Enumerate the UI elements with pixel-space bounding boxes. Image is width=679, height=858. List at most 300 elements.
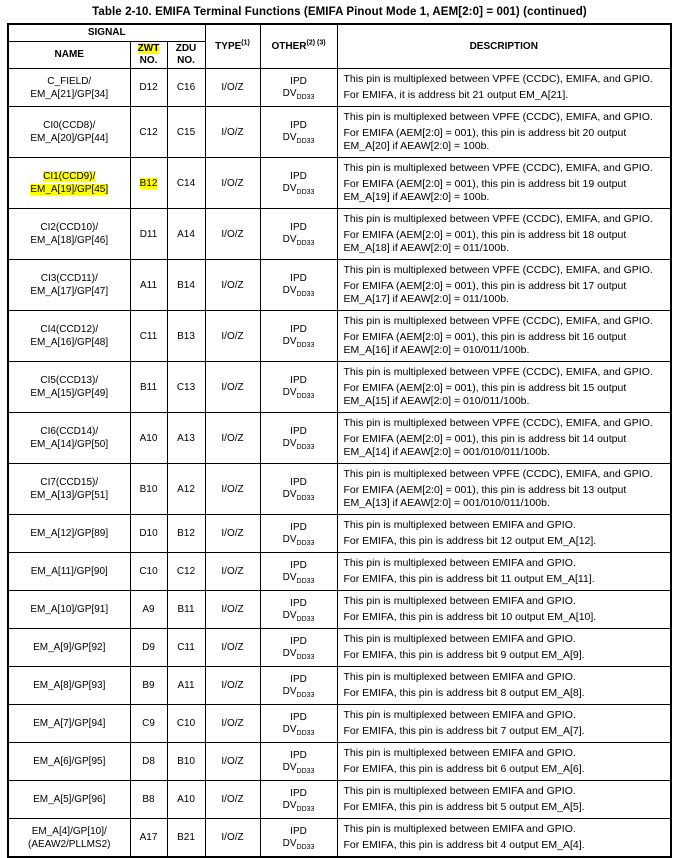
signal-name-line bbox=[12, 476, 127, 489]
zwt-no-text: C10 bbox=[139, 566, 158, 577]
zwt-no-text: A9 bbox=[142, 604, 155, 615]
description-cell bbox=[337, 413, 671, 464]
other-header-label: OTHER bbox=[271, 40, 307, 52]
other-dv-subscript: DD33 bbox=[296, 393, 315, 400]
signal-name-text: EM_A[19]/GP[45] bbox=[30, 184, 109, 195]
other-cell bbox=[260, 553, 337, 591]
zwt-no-text: D10 bbox=[139, 528, 158, 539]
other-cell bbox=[260, 69, 337, 107]
table-row bbox=[8, 781, 671, 819]
description-line-2: For EMIFA, this pin is address bit 6 output EM_A[6]. bbox=[343, 763, 585, 775]
other-ipd-text: IPD bbox=[290, 477, 307, 488]
signal-name-text: CI2(CCD10)/ bbox=[40, 222, 99, 233]
signal-name-text: EM_A[15]/GP[49] bbox=[30, 388, 109, 399]
type-cell: I/O/Z bbox=[205, 107, 260, 158]
type-cell: I/O/Z bbox=[205, 209, 260, 260]
table-body bbox=[8, 69, 671, 858]
zwt-no-cell bbox=[130, 591, 167, 629]
table-header bbox=[8, 24, 671, 69]
table-title: Table 2-10. EMIFA Terminal Functions (EMIFA Pinout Mode 1, AEM[2:0] = 001) (continued) bbox=[92, 6, 587, 18]
other-dv-base: DV bbox=[282, 234, 297, 245]
zwt-no-cell bbox=[130, 413, 167, 464]
table-row bbox=[8, 515, 671, 553]
other-dv-subscript: DD33 bbox=[296, 444, 315, 451]
signal-name-cell bbox=[8, 311, 130, 362]
signal-name-cell bbox=[8, 591, 130, 629]
table-row bbox=[8, 209, 671, 260]
zwt-no-cell bbox=[130, 515, 167, 553]
other-cell bbox=[260, 705, 337, 743]
description-cell bbox=[337, 260, 671, 311]
description-line-1: This pin is multiplexed between EMIFA and GPIO. bbox=[343, 519, 576, 531]
signal-name-line bbox=[12, 527, 127, 540]
other-ipd-text: IPD bbox=[290, 426, 307, 437]
zdu-no-cell: B21 bbox=[167, 819, 205, 858]
other-dv-base: DV bbox=[282, 87, 297, 99]
description-line-2: For EMIFA (AEM[2:0] = 001), this pin is address bit 18 output EM_A[18] if AEAW[2:0] = 011/100b. bbox=[343, 229, 627, 254]
signal-name-cell bbox=[8, 158, 130, 209]
other-cell bbox=[260, 311, 337, 362]
signal-name-text: CI3(CCD11)/ bbox=[40, 273, 98, 284]
zdu-no-cell: A14 bbox=[167, 209, 205, 260]
description-line-1: This pin is multiplexed between EMIFA and GPIO. bbox=[343, 747, 576, 759]
zwt-column-header bbox=[130, 42, 167, 69]
description-line-1: This pin is multiplexed between VPFE (CCDC), EMIFA, and GPIO. bbox=[343, 315, 653, 327]
other-dv-base: DV bbox=[282, 183, 297, 194]
other-ipd-text: IPD bbox=[290, 375, 307, 386]
zdu-header-label: ZDU bbox=[175, 43, 197, 54]
other-cell bbox=[260, 781, 337, 819]
signal-name-line bbox=[12, 323, 127, 336]
zwt-no-cell bbox=[130, 667, 167, 705]
zdu-no-cell: B12 bbox=[167, 515, 205, 553]
signal-name-line bbox=[12, 425, 127, 438]
signal-name-line bbox=[12, 838, 127, 851]
other-dv-base: DV bbox=[282, 609, 297, 621]
other-ipd-text: IPD bbox=[290, 749, 307, 761]
name-column-header: NAME bbox=[8, 42, 130, 69]
description-line-2: For EMIFA (AEM[2:0] = 001), this pin is address bit 19 output EM_A[19] if AEAW[2:0] = 100b. bbox=[343, 178, 627, 203]
description-line-2: For EMIFA, this pin is address bit 8 output EM_A[8]. bbox=[343, 687, 585, 699]
other-dvdd-text bbox=[264, 572, 334, 584]
description-line-2: For EMIFA (AEM[2:0] = 001), this pin is address bit 17 output EM_A[17] if AEAW[2:0] = 011/100b. bbox=[343, 280, 627, 305]
description-line-2: For EMIFA (AEM[2:0] = 001), this pin is address bit 20 output EM_A[20] if AEAW[2:0] = 100b. bbox=[343, 127, 627, 152]
signal-name-line bbox=[12, 234, 127, 247]
signal-name-text: EM_A[11]/GP[90] bbox=[30, 566, 108, 577]
signal-name-cell bbox=[8, 209, 130, 260]
signal-name-line bbox=[12, 88, 127, 101]
other-dvdd-text bbox=[264, 88, 334, 100]
signal-name-line bbox=[12, 285, 127, 298]
type-cell: I/O/Z bbox=[205, 158, 260, 209]
description-cell bbox=[337, 311, 671, 362]
other-dv-base: DV bbox=[282, 723, 297, 735]
zwt-header-label: ZWT bbox=[137, 43, 160, 54]
zdu-no-cell: C16 bbox=[167, 69, 205, 107]
signal-name-text: CI6(CCD14)/ bbox=[40, 426, 99, 437]
signal-name-text: EM_A[9]/GP[92] bbox=[33, 642, 106, 653]
type-cell: I/O/Z bbox=[205, 515, 260, 553]
zwt-no-text: C9 bbox=[142, 718, 155, 729]
table-row bbox=[8, 69, 671, 107]
zwt-no-cell bbox=[130, 69, 167, 107]
description-cell bbox=[337, 591, 671, 629]
other-dv-subscript: DD33 bbox=[296, 615, 315, 623]
signal-name-line bbox=[12, 221, 127, 234]
other-ipd-text: IPD bbox=[290, 673, 307, 685]
zdu-header-no: NO. bbox=[177, 55, 195, 66]
description-line-1: This pin is multiplexed between VPFE (CCDC), EMIFA, and GPIO. bbox=[343, 264, 653, 276]
zwt-no-cell bbox=[130, 781, 167, 819]
description-line-2: For EMIFA, this pin is address bit 4 output EM_A[4]. bbox=[343, 839, 585, 851]
signal-name-cell bbox=[8, 362, 130, 413]
other-dv-base: DV bbox=[282, 489, 297, 500]
description-line-1: This pin is multiplexed between EMIFA and GPIO. bbox=[343, 557, 576, 569]
description-line-2: For EMIFA, this pin is address bit 5 output EM_A[5]. bbox=[343, 801, 585, 813]
zwt-no-text: D12 bbox=[139, 82, 158, 93]
signal-name-line bbox=[12, 374, 127, 387]
type-cell: I/O/Z bbox=[205, 260, 260, 311]
table-row bbox=[8, 667, 671, 705]
other-ipd-text: IPD bbox=[290, 787, 307, 799]
description-line-1: This pin is multiplexed between VPFE (CCDC), EMIFA, and GPIO. bbox=[343, 213, 653, 225]
other-dv-subscript: DD33 bbox=[296, 843, 315, 851]
zwt-no-text: B11 bbox=[139, 381, 158, 393]
signal-name-line bbox=[12, 438, 127, 451]
description-line-2: For EMIFA, this pin is address bit 11 output EM_A[11]. bbox=[343, 573, 595, 585]
zwt-no-cell bbox=[130, 553, 167, 591]
other-ipd-text: IPD bbox=[290, 273, 307, 284]
description-cell bbox=[337, 362, 671, 413]
other-ipd-text: IPD bbox=[290, 171, 307, 182]
other-dv-subscript: DD33 bbox=[296, 805, 315, 813]
other-ipd-text: IPD bbox=[290, 635, 307, 647]
signal-name-text: C_FIELD/ bbox=[47, 75, 92, 87]
signal-name-text: EM_A[18]/GP[46] bbox=[30, 235, 109, 246]
signal-name-line bbox=[12, 75, 127, 88]
table-row bbox=[8, 311, 671, 362]
signal-name-cell bbox=[8, 464, 130, 515]
table-row bbox=[8, 743, 671, 781]
other-dv-base: DV bbox=[282, 533, 297, 545]
other-dvdd-text bbox=[264, 132, 334, 144]
description-cell bbox=[337, 158, 671, 209]
other-dv-subscript: DD33 bbox=[296, 189, 315, 196]
zdu-no-cell: C15 bbox=[167, 107, 205, 158]
other-dv-subscript: DD33 bbox=[296, 691, 315, 699]
zwt-no-text: A11 bbox=[139, 279, 158, 291]
type-cell: I/O/Z bbox=[205, 629, 260, 667]
zwt-no-text: C12 bbox=[139, 126, 158, 138]
signal-name-line bbox=[12, 387, 127, 400]
zdu-no-cell: A11 bbox=[167, 667, 205, 705]
other-dv-base: DV bbox=[282, 336, 297, 347]
signal-name-text: CI4(CCD12)/ bbox=[40, 324, 99, 335]
other-dvdd-text bbox=[264, 285, 334, 297]
other-dv-subscript: DD33 bbox=[296, 342, 315, 349]
other-dvdd-text bbox=[264, 387, 334, 399]
other-cell bbox=[260, 819, 337, 858]
other-dvdd-text bbox=[264, 762, 334, 774]
other-cell bbox=[260, 464, 337, 515]
signal-name-text: (AEAW2/PLLMS2) bbox=[28, 838, 111, 850]
zwt-no-cell bbox=[130, 311, 167, 362]
zdu-no-cell: A12 bbox=[167, 464, 205, 515]
description-cell bbox=[337, 464, 671, 515]
zdu-no-cell: B11 bbox=[167, 591, 205, 629]
table-row bbox=[8, 591, 671, 629]
signal-name-text: EM_A[12]/GP[89] bbox=[30, 528, 109, 539]
description-line-2: For EMIFA, this pin is address bit 7 output EM_A[7]. bbox=[343, 725, 585, 737]
other-ipd-text: IPD bbox=[290, 222, 307, 233]
other-ipd-text: IPD bbox=[290, 324, 307, 335]
description-cell bbox=[337, 553, 671, 591]
description-line-1: This pin is multiplexed between VPFE (CCDC), EMIFA, and GPIO. bbox=[343, 468, 653, 480]
other-dvdd-text bbox=[264, 724, 334, 736]
zwt-no-text: D9 bbox=[142, 642, 155, 653]
pinout-table bbox=[7, 23, 672, 858]
zwt-no-cell bbox=[130, 209, 167, 260]
signal-name-cell bbox=[8, 743, 130, 781]
other-dvdd-text bbox=[264, 234, 334, 246]
other-dvdd-text bbox=[264, 610, 334, 622]
description-line-2: For EMIFA (AEM[2:0] = 001), this pin is address bit 15 output EM_A[15] if AEAW[2:0] = 010/011/100b. bbox=[343, 382, 627, 407]
signal-name-text: EM_A[21]/GP[34] bbox=[30, 88, 109, 100]
signal-name-cell bbox=[8, 781, 130, 819]
other-cell bbox=[260, 362, 337, 413]
zwt-no-text: A10 bbox=[139, 432, 158, 444]
description-line-1: This pin is multiplexed between EMIFA and GPIO. bbox=[343, 633, 576, 645]
table-row bbox=[8, 158, 671, 209]
type-cell: I/O/Z bbox=[205, 705, 260, 743]
signal-name-cell bbox=[8, 413, 130, 464]
signal-name-text: CI5(CCD13)/ bbox=[40, 375, 99, 386]
other-ipd-text: IPD bbox=[290, 711, 307, 723]
other-dvdd-text bbox=[264, 534, 334, 546]
signal-name-text: EM_A[5]/GP[96] bbox=[33, 794, 106, 805]
zwt-header-no: NO. bbox=[139, 55, 158, 66]
type-cell: I/O/Z bbox=[205, 362, 260, 413]
table-row bbox=[8, 819, 671, 858]
other-dvdd-text bbox=[264, 648, 334, 660]
type-cell: I/O/Z bbox=[205, 413, 260, 464]
signal-name-text: EM_A[4]/GP[10]/ bbox=[31, 825, 107, 837]
other-dv-subscript: DD33 bbox=[296, 240, 315, 247]
signal-name-cell bbox=[8, 260, 130, 311]
other-dv-base: DV bbox=[282, 285, 297, 296]
description-cell bbox=[337, 781, 671, 819]
other-dv-base: DV bbox=[282, 387, 297, 398]
description-line-1: This pin is multiplexed between VPFE (CCDC), EMIFA, and GPIO. bbox=[343, 111, 653, 123]
zwt-no-text: C11 bbox=[139, 330, 158, 342]
description-line-2: For EMIFA (AEM[2:0] = 001), this pin is address bit 16 output EM_A[16] if AEAW[2:0] = 010/011/100b. bbox=[343, 331, 627, 356]
zwt-no-cell bbox=[130, 819, 167, 858]
other-ipd-text: IPD bbox=[290, 120, 307, 131]
signal-name-cell bbox=[8, 667, 130, 705]
type-column-header bbox=[205, 24, 260, 69]
zwt-no-cell bbox=[130, 743, 167, 781]
table-row bbox=[8, 464, 671, 515]
zdu-no-cell: A10 bbox=[167, 781, 205, 819]
zwt-no-text: A17 bbox=[139, 832, 158, 843]
other-ipd-text: IPD bbox=[290, 825, 307, 837]
signal-name-line bbox=[12, 183, 127, 196]
zwt-no-text: B8 bbox=[142, 794, 155, 805]
other-header-footnote: (2) (3) bbox=[306, 39, 326, 47]
signal-name-text: EM_A[8]/GP[93] bbox=[33, 680, 106, 691]
other-ipd-text: IPD bbox=[290, 75, 307, 87]
other-dvdd-text bbox=[264, 183, 334, 195]
zdu-no-cell: C10 bbox=[167, 705, 205, 743]
type-cell: I/O/Z bbox=[205, 743, 260, 781]
description-line-2: For EMIFA, this pin is address bit 9 output EM_A[9]. bbox=[343, 649, 585, 661]
signal-group-header: SIGNAL bbox=[8, 24, 205, 42]
signal-name-line bbox=[12, 641, 127, 654]
type-cell: I/O/Z bbox=[205, 781, 260, 819]
zdu-no-cell: B14 bbox=[167, 260, 205, 311]
zwt-no-text: B9 bbox=[142, 680, 155, 691]
description-line-2: For EMIFA, it is address bit 21 output EM_A[21]. bbox=[343, 89, 569, 101]
signal-name-cell bbox=[8, 819, 130, 858]
signal-name-line bbox=[12, 679, 127, 692]
other-dvdd-text bbox=[264, 686, 334, 698]
signal-name-text: EM_A[14]/GP[50] bbox=[30, 439, 109, 450]
type-cell: I/O/Z bbox=[205, 69, 260, 107]
signal-name-text: EM_A[20]/GP[44] bbox=[30, 133, 109, 144]
description-line-2: For EMIFA (AEM[2:0] = 001), this pin is address bit 13 output EM_A[13] if AEAW[2:0] = 001/010/011/100b. bbox=[343, 484, 627, 509]
signal-name-line bbox=[12, 755, 127, 768]
other-cell bbox=[260, 158, 337, 209]
other-cell bbox=[260, 667, 337, 705]
signal-name-text: CI7(CCD15)/ bbox=[40, 477, 99, 488]
signal-name-line bbox=[12, 170, 127, 183]
other-ipd-text: IPD bbox=[290, 597, 307, 609]
signal-name-line bbox=[12, 825, 127, 838]
signal-name-text: CI1(CCD9)/ bbox=[43, 171, 96, 182]
table-row bbox=[8, 362, 671, 413]
zdu-no-cell: B13 bbox=[167, 311, 205, 362]
signal-name-text: EM_A[16]/GP[48] bbox=[30, 337, 109, 348]
signal-name-line bbox=[12, 272, 127, 285]
header-group-row bbox=[8, 24, 671, 42]
type-cell: I/O/Z bbox=[205, 667, 260, 705]
description-column-header: DESCRIPTION bbox=[337, 24, 671, 69]
description-cell bbox=[337, 819, 671, 858]
zwt-no-cell bbox=[130, 464, 167, 515]
other-dvdd-text bbox=[264, 800, 334, 812]
other-dv-base: DV bbox=[282, 799, 297, 811]
zdu-column-header bbox=[167, 42, 205, 69]
other-cell bbox=[260, 629, 337, 667]
zwt-no-cell bbox=[130, 629, 167, 667]
other-dv-subscript: DD33 bbox=[296, 577, 315, 585]
other-cell bbox=[260, 515, 337, 553]
table-row bbox=[8, 705, 671, 743]
type-cell: I/O/Z bbox=[205, 464, 260, 515]
description-cell bbox=[337, 629, 671, 667]
description-cell bbox=[337, 705, 671, 743]
other-dv-subscript: DD33 bbox=[296, 539, 315, 547]
other-dv-base: DV bbox=[282, 647, 297, 659]
description-line-1: This pin is multiplexed between VPFE (CCDC), EMIFA, and GPIO. bbox=[343, 417, 653, 429]
description-line-1: This pin is multiplexed between VPFE (CCDC), EMIFA, and GPIO. bbox=[343, 162, 653, 174]
type-cell: I/O/Z bbox=[205, 311, 260, 362]
other-dv-subscript: DD33 bbox=[296, 729, 315, 737]
signal-name-text: EM_A[13]/GP[51] bbox=[30, 490, 109, 501]
other-ipd-text: IPD bbox=[290, 559, 307, 571]
signal-name-text: CI0(CCD8)/ bbox=[43, 120, 96, 131]
other-cell bbox=[260, 743, 337, 781]
signal-name-line bbox=[12, 119, 127, 132]
other-dv-subscript: DD33 bbox=[296, 93, 315, 101]
signal-name-cell bbox=[8, 69, 130, 107]
other-dv-subscript: DD33 bbox=[296, 653, 315, 661]
other-dvdd-text bbox=[264, 489, 334, 501]
signal-name-text: EM_A[6]/GP[95] bbox=[33, 756, 106, 767]
signal-name-cell bbox=[8, 107, 130, 158]
description-line-1: This pin is multiplexed between EMIFA and GPIO. bbox=[343, 823, 576, 835]
table-row bbox=[8, 553, 671, 591]
other-dv-base: DV bbox=[282, 761, 297, 773]
type-cell: I/O/Z bbox=[205, 819, 260, 858]
zdu-no-cell: B10 bbox=[167, 743, 205, 781]
description-line-1: This pin is multiplexed between VPFE (CCDC), EMIFA, and GPIO. bbox=[343, 366, 653, 378]
zwt-no-cell bbox=[130, 260, 167, 311]
other-ipd-text: IPD bbox=[290, 521, 307, 533]
zwt-no-cell bbox=[130, 107, 167, 158]
type-cell: I/O/Z bbox=[205, 553, 260, 591]
signal-name-cell bbox=[8, 553, 130, 591]
description-line-1: This pin is multiplexed between EMIFA and GPIO. bbox=[343, 595, 576, 607]
description-cell bbox=[337, 515, 671, 553]
other-dvdd-text bbox=[264, 438, 334, 450]
zdu-no-cell: A13 bbox=[167, 413, 205, 464]
signal-name-text: EM_A[7]/GP[94] bbox=[33, 718, 106, 729]
zwt-no-text: D11 bbox=[139, 228, 158, 240]
signal-name-line bbox=[12, 565, 127, 578]
type-header-label: TYPE bbox=[215, 40, 242, 52]
other-cell bbox=[260, 260, 337, 311]
description-cell bbox=[337, 667, 671, 705]
other-cell bbox=[260, 591, 337, 629]
signal-name-line bbox=[12, 717, 127, 730]
zdu-no-cell: C14 bbox=[167, 158, 205, 209]
signal-name-line bbox=[12, 336, 127, 349]
zwt-no-cell bbox=[130, 705, 167, 743]
signal-name-text: EM_A[17]/GP[47] bbox=[30, 286, 109, 297]
table-row bbox=[8, 260, 671, 311]
description-line-1: This pin is multiplexed between EMIFA and GPIO. bbox=[343, 785, 576, 797]
other-dvdd-text bbox=[264, 838, 334, 850]
zwt-no-cell bbox=[130, 362, 167, 413]
description-cell bbox=[337, 209, 671, 260]
description-cell bbox=[337, 743, 671, 781]
zwt-no-text: D8 bbox=[142, 756, 155, 767]
signal-name-text: EM_A[10]/GP[91] bbox=[30, 604, 109, 615]
zdu-no-cell: C11 bbox=[167, 629, 205, 667]
signal-name-cell bbox=[8, 515, 130, 553]
other-dv-subscript: DD33 bbox=[296, 291, 315, 298]
description-line-1: This pin is multiplexed between EMIFA and GPIO. bbox=[343, 709, 576, 721]
signal-name-line bbox=[12, 603, 127, 616]
table-row bbox=[8, 107, 671, 158]
other-dv-base: DV bbox=[282, 132, 297, 143]
other-dv-subscript: DD33 bbox=[296, 138, 315, 145]
signal-name-cell bbox=[8, 705, 130, 743]
other-dv-base: DV bbox=[282, 685, 297, 697]
zwt-no-text: B12 bbox=[139, 177, 158, 189]
signal-name-cell bbox=[8, 629, 130, 667]
